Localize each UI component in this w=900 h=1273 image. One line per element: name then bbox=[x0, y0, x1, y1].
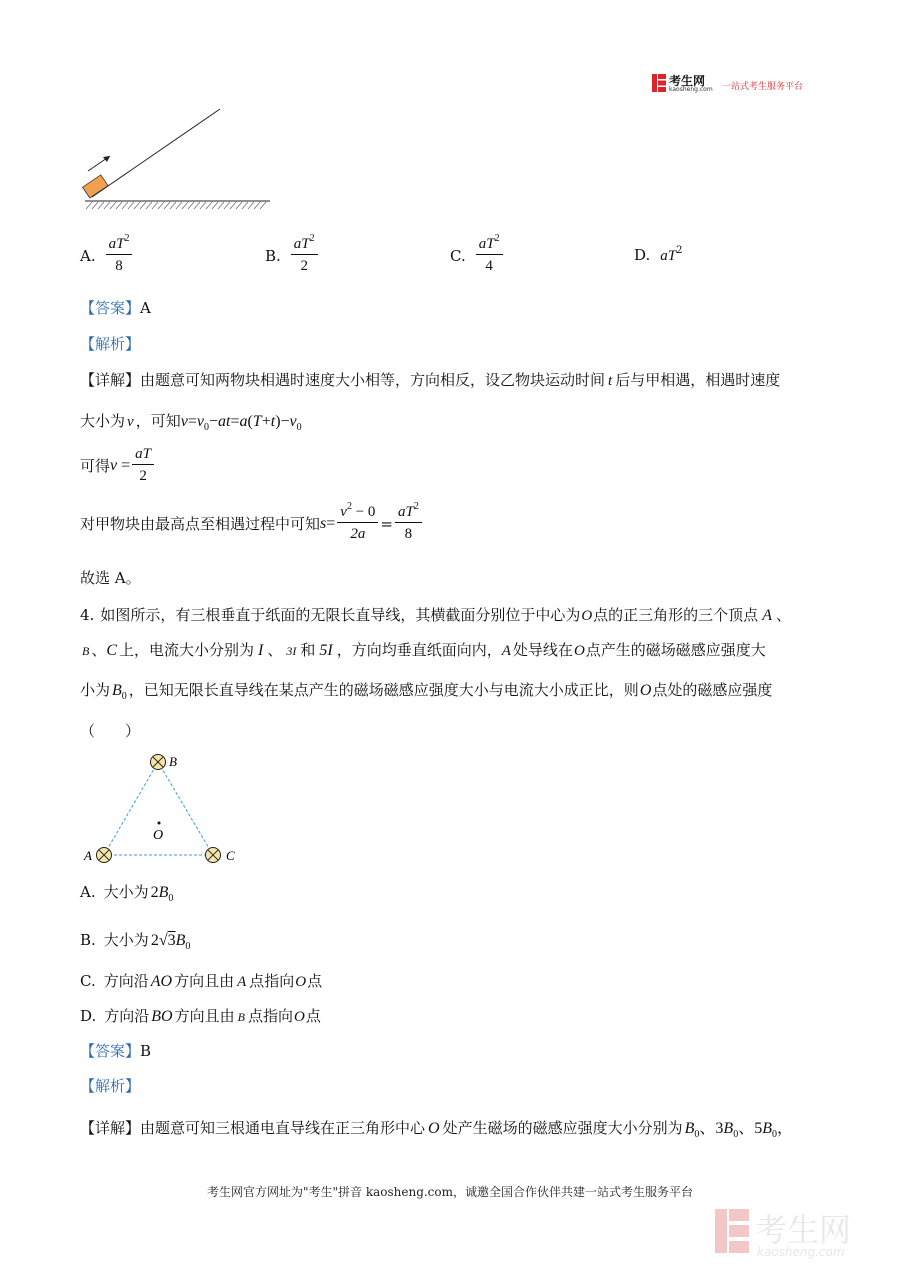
option-b bbox=[265, 234, 320, 277]
q4-opt-d-t4: 点 bbox=[305, 1007, 321, 1025]
incline-figure bbox=[80, 105, 280, 215]
q4-opt-b-value: $2√3B_0$ bbox=[150, 932, 191, 952]
q3-detail-line4: 对甲物块由最高点至相遇过程中可知s= $\frac{v^2 - 0}{2a}$ = $\frac{aT^2}{8}$ bbox=[80, 502, 424, 545]
option-c-fraction: $\frac{aT^2}{4}$ bbox=[476, 234, 503, 277]
logo-text: 考生网 bbox=[669, 74, 706, 88]
q4-opt-d-bo: BO bbox=[151, 1008, 173, 1025]
option-c-den: 4 bbox=[485, 258, 493, 274]
q4-opt-c-label: C. bbox=[80, 972, 96, 990]
q4-stem-line2 bbox=[80, 640, 766, 661]
q4-l3-b0: $B_0$ bbox=[112, 682, 127, 702]
q4-stem-line1 bbox=[80, 605, 791, 626]
q4-l1-o: O bbox=[581, 608, 593, 624]
q4-l2-o: O bbox=[573, 643, 585, 659]
q3-answer-line bbox=[80, 298, 151, 318]
q4-l2-5i: 5I bbox=[319, 642, 333, 659]
q4-l2-b: B bbox=[82, 644, 90, 658]
logo-mark-icon bbox=[652, 74, 666, 92]
q4-option-b bbox=[80, 930, 190, 951]
wire-b-icon bbox=[151, 755, 166, 770]
q3-line2-b: ，可知 bbox=[135, 412, 181, 430]
q4-l2-t1: 上，电流大小分别为 bbox=[119, 641, 255, 659]
label-o: O bbox=[153, 828, 164, 843]
q4-opt-d-o: O bbox=[293, 1009, 305, 1025]
option-b-label: B. bbox=[265, 246, 281, 265]
q4-detail-line bbox=[80, 1118, 793, 1139]
q4-detail-text2: 处产生磁场的磁感应强度大小分别为 bbox=[442, 1119, 683, 1137]
q4-opt-d-b: B bbox=[237, 1010, 245, 1024]
q4-l3-o: O bbox=[639, 682, 652, 699]
q4-opt-a-value: $2B_0$ bbox=[150, 884, 174, 904]
logo-subtext: kaosheng.com bbox=[669, 86, 713, 93]
q3-detail-line2 bbox=[80, 411, 302, 432]
q4-l2-t4: 点产生的磁场磁感应强度大 bbox=[585, 641, 766, 659]
q4-l1-b: 点的正三角形的三个顶点 bbox=[593, 606, 759, 624]
q4-l2-i: I bbox=[258, 642, 264, 659]
q3-s-fraction2: $\frac{aT^2}{8}$ bbox=[395, 502, 422, 545]
q3-detail-tag: 【详解】 bbox=[80, 371, 141, 389]
q4-opt-c-ao: AO bbox=[150, 973, 173, 990]
side-ab bbox=[104, 762, 158, 855]
q4-number: 4. bbox=[80, 606, 95, 624]
watermark bbox=[715, 1205, 885, 1265]
q3-s-fraction1: $\frac{v^2 - 0}{2a}$ bbox=[337, 502, 378, 545]
q4-opt-c-t3: 点指向 bbox=[249, 972, 295, 990]
q4-opt-d-t2: 方向且由 bbox=[174, 1007, 235, 1025]
q4-l1-sep: 、 bbox=[775, 606, 791, 624]
q4-l2-3i: 3I bbox=[286, 644, 297, 658]
option-c-label: C. bbox=[450, 246, 466, 265]
q3-var-v: v bbox=[127, 414, 134, 430]
option-b-fraction: $\frac{aT^2}{2}$ bbox=[291, 234, 318, 277]
q3-line3-a: 可得 bbox=[80, 456, 111, 475]
q4-l3-a: 小为 bbox=[80, 681, 111, 699]
q4-answer-line bbox=[80, 1041, 151, 1061]
q4-detail-tag: 【详解】 bbox=[80, 1119, 141, 1137]
option-d-label: D. bbox=[634, 246, 651, 264]
watermark-text: 考生网 bbox=[755, 1211, 852, 1249]
q4-opt-c-t4: 点 bbox=[307, 972, 323, 990]
option-c bbox=[450, 234, 505, 277]
q4-opt-b-label: B. bbox=[80, 931, 96, 949]
q4-opt-d-t1: 方向沿 bbox=[104, 1007, 150, 1025]
q4-option-d bbox=[80, 1006, 321, 1027]
q4-opt-a-label: A. bbox=[80, 883, 96, 901]
option-a-num: aT bbox=[108, 236, 125, 252]
option-d-expr: aT bbox=[660, 248, 677, 264]
q3-conclusion: 故选 A。 bbox=[80, 569, 141, 587]
option-c-num: aT bbox=[478, 236, 495, 252]
q4-opt-c-o: O bbox=[295, 974, 307, 990]
q3-detail-line1 bbox=[80, 370, 780, 391]
q4-l2-c: C bbox=[106, 642, 118, 659]
q4-detail-values: $B_0$、$3B_0$、$5B_0$， bbox=[684, 1120, 793, 1140]
q4-option-c bbox=[80, 971, 322, 992]
option-b-num: aT bbox=[293, 236, 310, 252]
q4-paren: （ ） bbox=[80, 722, 141, 740]
q4-l2-sep1: 、 bbox=[91, 641, 107, 659]
q4-opt-d-label: D. bbox=[80, 1007, 97, 1025]
label-c: C bbox=[226, 848, 235, 863]
option-a bbox=[80, 234, 134, 277]
wire-c-icon bbox=[206, 848, 221, 863]
q3-var-t: t bbox=[608, 373, 613, 389]
q4-opt-c-t1: 方向沿 bbox=[103, 972, 149, 990]
footer-text: 考生网官方网址为"考生"拼音 kaosheng.com，诚邀全国合作伙伴共建一站式考生服务平台 bbox=[206, 1185, 694, 1199]
q4-l2-a: A bbox=[501, 643, 511, 659]
q3-detail-text1: 由题意可知两物块相遇时速度大小相等，方向相反，设乙物块运动时间 bbox=[140, 371, 606, 389]
q4-answer-tag: 【答案】 bbox=[80, 1042, 141, 1060]
q4-opt-b-text: 大小为 bbox=[103, 931, 149, 949]
side-bc bbox=[158, 762, 213, 855]
q3-answer-tag: 【答案】 bbox=[80, 299, 141, 317]
q3-detail-line3 bbox=[80, 444, 156, 487]
q4-answer-value: B bbox=[140, 1042, 152, 1060]
q4-detail-text: 由题意可知三根通电直导线在正三角形中心 bbox=[140, 1119, 426, 1137]
q4-l2-sep2: 、 bbox=[267, 641, 283, 659]
q4-option-a bbox=[80, 882, 173, 903]
q3-detail-text1-tail: 后与甲相遇，相遇时速度 bbox=[615, 371, 781, 389]
q4-stem-line3 bbox=[80, 680, 772, 701]
ground-hatching bbox=[86, 202, 266, 209]
label-b: B bbox=[169, 754, 177, 769]
option-d: D. $aT^2$ bbox=[634, 245, 683, 264]
q3-line2-a: 大小为 bbox=[80, 412, 126, 430]
q4-opt-c-a: A bbox=[237, 974, 247, 990]
q4-opt-d-t3: 点指向 bbox=[247, 1007, 293, 1025]
q3-line4-a: 对甲物块由最高点至相遇过程中可知 bbox=[80, 514, 321, 533]
q4-opt-a-text: 大小为 bbox=[103, 883, 149, 901]
center-point bbox=[158, 822, 161, 825]
q4-l1-a: A bbox=[762, 607, 772, 624]
q3-velocity-equation: $v=v_0-at=a(T+t)-v_0$ bbox=[180, 413, 302, 433]
q4-analysis-tag: 【解析】 bbox=[80, 1077, 141, 1095]
sliding-block bbox=[83, 175, 109, 198]
arrow-head-icon bbox=[103, 156, 110, 162]
incline-line bbox=[92, 109, 220, 197]
triangle-figure bbox=[80, 750, 250, 870]
q3-v-result: v = bbox=[110, 456, 131, 474]
option-b-den: 2 bbox=[300, 258, 308, 274]
q4-l2-t3: 处导线在 bbox=[512, 641, 573, 659]
option-a-fraction: $\frac{aT^2}{8}$ bbox=[106, 234, 133, 277]
q4-detail-o: O bbox=[428, 1120, 440, 1137]
label-a: A bbox=[84, 848, 92, 863]
watermark-logo-icon bbox=[715, 1209, 749, 1253]
q4-opt-c-t2: 方向且由 bbox=[174, 972, 235, 990]
q4-l1: 如图所示，有三根垂直于纸面的无限长直导线，其横截面分别位于中心为 bbox=[100, 606, 581, 624]
header-logo bbox=[652, 72, 822, 96]
q3-analysis-tag: 【解析】 bbox=[80, 335, 141, 353]
q4-l3-b: ，已知无限长直导线在某点产生的磁场磁感应强度大小与电流大小成正比，则 bbox=[128, 681, 639, 699]
wire-a-icon bbox=[97, 848, 112, 863]
q4-l3-c: 点处的磁感应强度 bbox=[652, 681, 773, 699]
q4-l2-and: 和 bbox=[300, 641, 316, 659]
q3-v-fraction: $\frac{aT}{2}$ bbox=[132, 444, 154, 487]
q3-s-equation: s= bbox=[320, 514, 336, 532]
watermark-sub: kaosheng.com bbox=[757, 1245, 845, 1259]
logo-slogan: 一站式考生服务平台 bbox=[722, 82, 804, 92]
option-a-den: 8 bbox=[115, 258, 123, 274]
q4-l2-t2: ，方向均垂直纸面向内， bbox=[336, 641, 502, 659]
q3-answer-value: A bbox=[140, 299, 151, 317]
option-a-label: A. bbox=[80, 246, 96, 265]
